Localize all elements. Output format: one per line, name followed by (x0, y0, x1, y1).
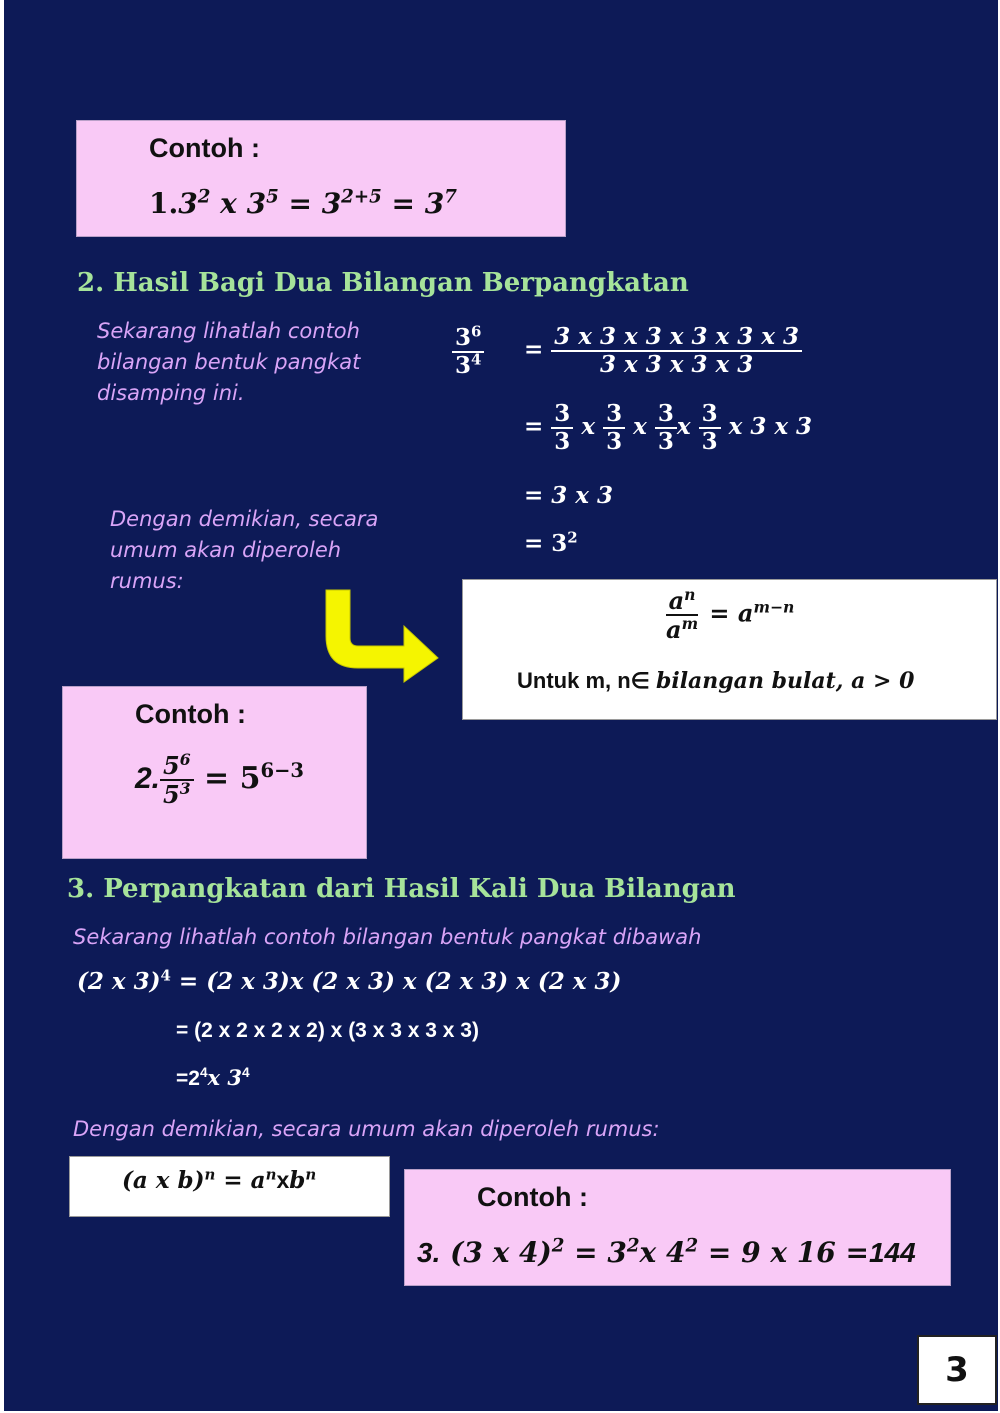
section-2-intro: Sekarang lihatlah contoh bilangan bentuk pangkat disamping ini. (97, 319, 361, 405)
example-2-expression: 2. $\frac{5^6}{5^3}$ = $5^{6-3}$ (135, 750, 304, 810)
section-2-conclusion: Dengan demikian, secara umum akan diperoleh rumus: (110, 507, 379, 593)
example-1-expression: $1.3^2$ x $3^5 = 3^{2+5} = 3^7$ (149, 186, 457, 220)
division-step-1: = $\frac{3 x 3 x 3 x 3 x 3 x 3}{3 x 3 x 3 x 3}$ (524, 325, 802, 377)
division-step-3: = 3 x 3 (524, 482, 614, 509)
example-2-box (62, 686, 367, 859)
section-2-heading: 2. Hasil Bagi Dua Bilangan Berpangkatan (77, 268, 689, 298)
product-line-1: (2 x 3)$^4$ = (2 x 3)x (2 x 3) x (2 x 3) x (2 x 3) (77, 966, 622, 995)
example-3-title: Contoh : (477, 1182, 588, 1212)
division-formula-box (462, 579, 997, 720)
section-3-intro: Sekarang lihatlah contoh bilangan bentuk pangkat dibawah (73, 925, 702, 949)
example-3-box (404, 1169, 951, 1286)
product-formula-box (69, 1156, 390, 1217)
product-formula: (a x $b)^n = a^nxb^n$ (122, 1165, 317, 1194)
product-line-3: $=2^4x$ $3^4$ (176, 1065, 250, 1090)
example-1-box (76, 120, 566, 237)
division-formula-note: Untuk m, n∈ bilangan bulat, a > 0 (517, 668, 915, 694)
example-2-title: Contoh : (135, 699, 246, 729)
division-step-4: = $3^2$ (524, 528, 578, 557)
example-3-expression: 3. (3 x $4)^2 = 3^2x$ $4^2 = 9$ x 16 =144 (417, 1235, 916, 1269)
division-lhs-fraction: $\frac{3^6}{3^4}$ (452, 326, 484, 378)
example-1-title: Contoh : (149, 133, 260, 163)
product-line-2: = (2 x 2 x 2 x 2) x (3 x 3 x 3 x 3) (176, 1019, 479, 1042)
section-3-conclusion: Dengan demikian, secara umum akan diperoleh rumus: (73, 1117, 660, 1141)
division-formula: $\frac{a^n}{a^m}$ = $a^{m-n}$ (666, 585, 795, 645)
division-step-2: = $\frac{3}{3}$ x $\frac{3}{3}$ x $\frac{3}{3}$ x $\frac{3}{3}$ x 3 x 3 (524, 400, 813, 456)
section-3-heading: 3. Perpangkatan dari Hasil Kali Dua Bilangan (67, 874, 736, 904)
arrow-icon (320, 588, 444, 684)
page-number: 3 (917, 1335, 997, 1405)
